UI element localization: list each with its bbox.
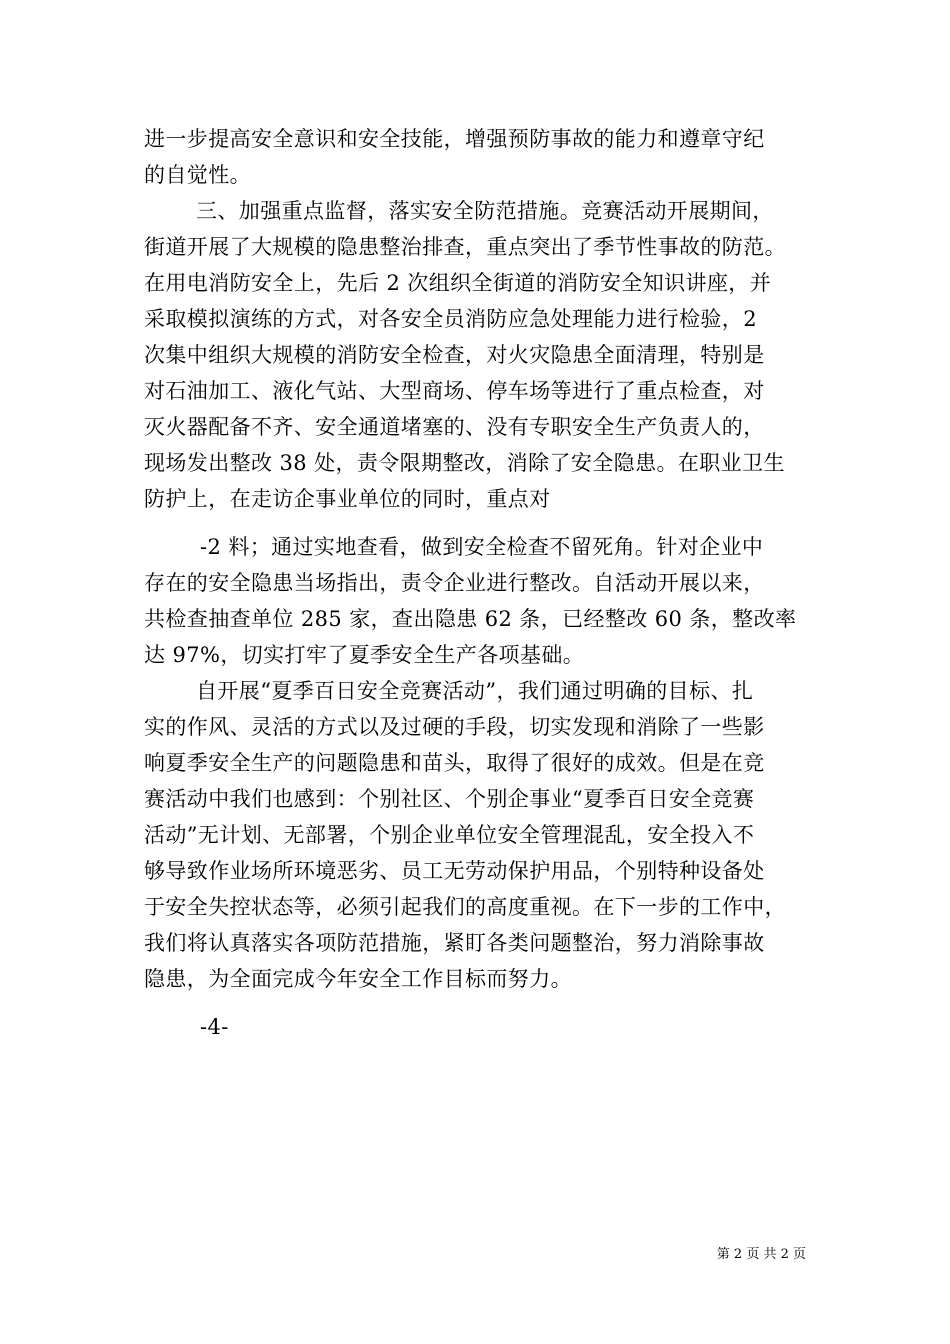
text-line: 达 97%，切实打牢了夏季安全生产各项基础。 — [144, 643, 585, 667]
text-line: 防护上，在走访企事业单位的同时，重点对 — [144, 487, 551, 511]
text-line: 存在的安全隐患当场指出，责令企业进行整改。自活动开展以来， — [144, 571, 765, 595]
text-line: 实的作风、灵活的方式以及过硬的手段，切实发现和消除了一些影 — [144, 715, 765, 739]
text-line: 采取模拟演练的方式，对各安全员消防应急处理能力进行检验，2 — [144, 307, 757, 331]
text-line: 赛活动中我们也感到：个别社区、个别企事业“夏季百日安全竞赛 — [144, 787, 755, 811]
text-line: 的自觉性。 — [144, 163, 251, 187]
paragraph-start-line: 自开展“夏季百日安全竞赛活动”，我们通过明确的目标、扎 — [196, 679, 754, 703]
text-line: 在用电消防安全上，先后 2 次组织全街道的消防安全知识讲座，并 — [144, 271, 772, 295]
text-line: 隐患，为全面完成今年安全工作目标而努力。 — [144, 967, 572, 991]
text-line: 对石油加工、液化气站、大型商场、停车场等进行了重点检查，对 — [144, 379, 765, 403]
paragraph-start-line: 三、加强重点监督，落实安全防范措施。竞赛活动开展期间， — [196, 199, 774, 223]
text-line: 共检查抽查单位 285 家，查出隐患 62 条，已经整改 60 条，整改率 — [144, 607, 797, 631]
text-line: 够导致作业场所环境恶劣、员工无劳动保护用品，个别特种设备处 — [144, 859, 765, 883]
text-line: 活动”无计划、无部署，个别企业单位安全管理混乱，安全投入不 — [144, 823, 755, 847]
text-line: 我们将认真落实各项防范措施，紧盯各类问题整治，努力消除事故 — [144, 931, 765, 955]
text-line: 街道开展了大规模的隐患整治排查，重点突出了季节性事故的防范。 — [144, 235, 786, 259]
page-footer: 第 2 页 共 2 页 — [716, 1247, 806, 1262]
text-line: 次集中组织大规模的消防安全检查，对火灾隐患全面清理，特别是 — [144, 343, 765, 367]
page-fragment-line: -2 料；通过实地查看，做到安全检查不留死角。针对企业中 — [200, 535, 764, 559]
page-number-marker: -4- — [200, 1015, 229, 1039]
text-line: 灭火器配备不齐、安全通道堵塞的、没有专职安全生产负责人的， — [144, 415, 765, 439]
text-line: 进一步提高安全意识和安全技能，增强预防事故的能力和遵章守纪 — [144, 127, 765, 151]
text-line: 于安全失控状态等，必须引起我们的高度重视。在下一步的工作中， — [144, 895, 786, 919]
text-line: 现场发出整改 38 处，责令限期整改，消除了安全隐患。在职业卫生 — [144, 451, 785, 475]
text-line: 响夏季安全生产的问题隐患和苗头，取得了很好的成效。但是在竞 — [144, 751, 765, 775]
